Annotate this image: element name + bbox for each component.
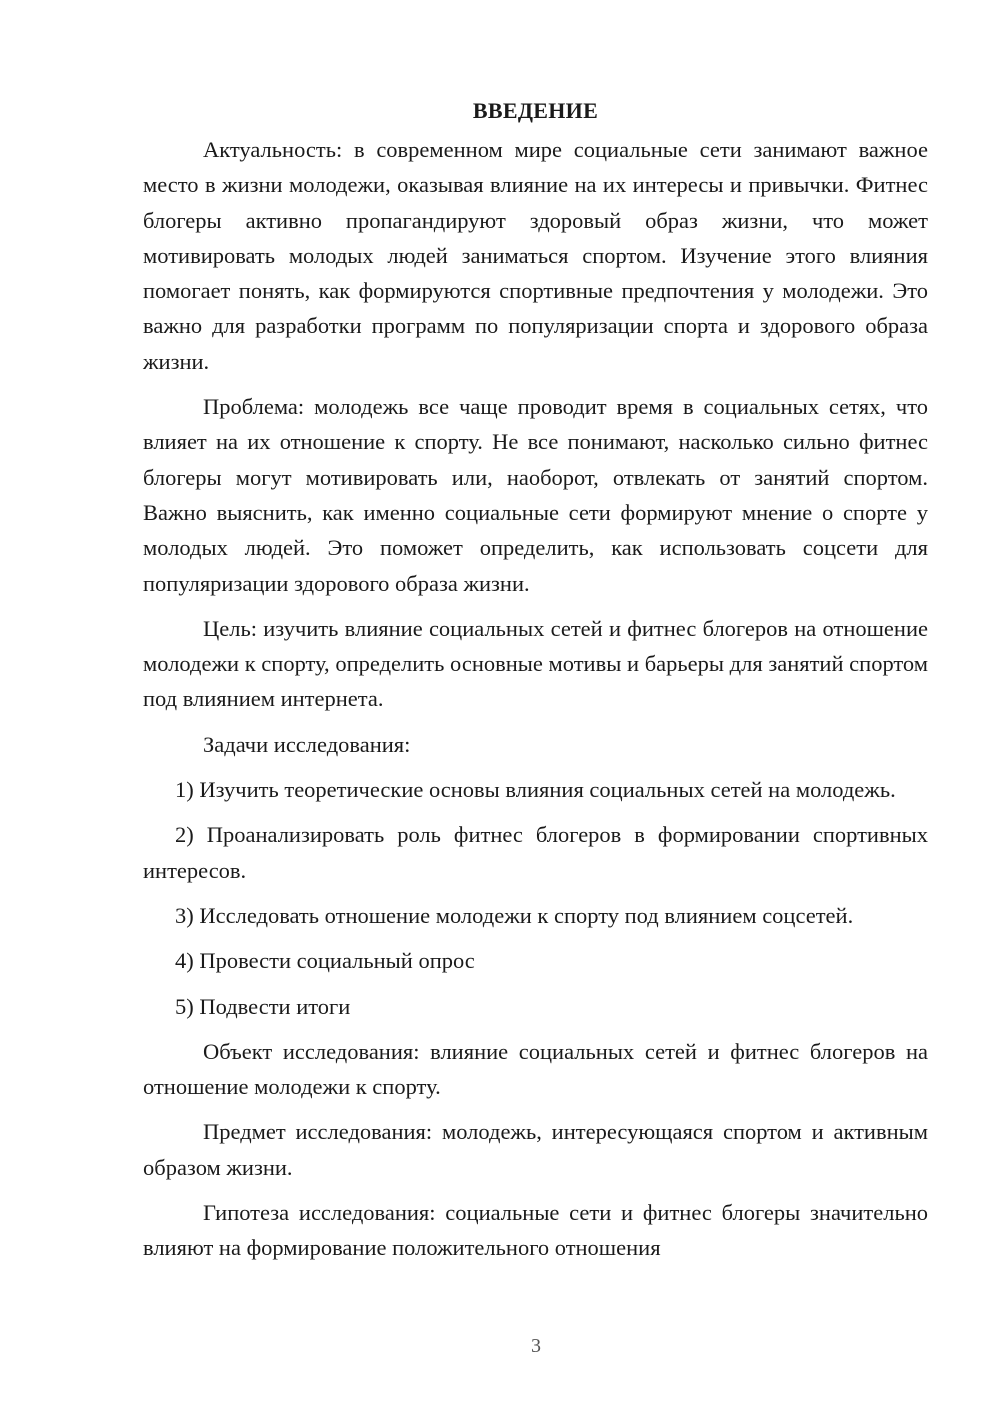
tasks-list [143, 772, 928, 1024]
paragraph-object: Объект исследования: влияние социальных сетей и фитнес блогеров на отношение молодежи к спорту. [143, 1038, 928, 1100]
paragraph-subject: Предмет исследования: молодежь, интересующаяся спортом и активным образом жизни. [143, 1119, 928, 1180]
paragraph-tasks-intro: Задачи исследования: [203, 731, 411, 757]
list-item: 4) Провести социальный опрос [175, 948, 475, 974]
paragraph-goal: Цель: изучить влияние социальных сетей и фитнес блогеров на отношение молодежи к спорту, определить основные мотивы и барьеры для занятий спортом под влиянием интернета. [143, 615, 928, 712]
paragraph-hypothesis: Гипотеза исследования: социальные сети и фитнес блогеры значительно влияют на формирование положительного отношения [143, 1200, 928, 1261]
paragraph-problem: Проблема: молодежь все чаще проводит время в социальных сетях, что влияет на их отношение к спорту. Не все понимают, насколько сильно фитнес блогеры могут мотивировать или, наоборот, отвлекать от занятий спортом. Важно выяснить, как именно социальные сети формируют мнение о спорте у молодых людей. Это поможет определить, как использовать соцсети для популяризации здорового образа жизни. [143, 394, 928, 596]
page-number: 3 [531, 1335, 541, 1357]
list-item: 5) Подвести итоги [175, 993, 351, 1019]
document-body [143, 96, 928, 1276]
section-heading: ВВЕДЕНИЕ [472, 98, 599, 123]
list-item: 2) Проанализировать роль фитнес блогеров в формировании спортивных интересов. [143, 822, 928, 883]
paragraph-relevance: Актуальность: в современном мире социальные сети занимают важное место в жизни молодежи, оказывая влияние на их интересы и привычки. Фитнес блогеры активно пропагандируют здоровый образ жизни, что может мотивировать молодых людей заниматься спортом. Изучение этого влияния помогает понять, как формируются спортивные предпочтения у молодежи. Это важно для разработки программ по популяризации спорта и здорового образа жизни. [143, 137, 928, 374]
list-item: 1) Изучить теоретические основы влияния социальных сетей на молодежь. [175, 777, 896, 803]
list-item: 3) Исследовать отношение молодежи к спорту под влиянием соцсетей. [175, 902, 854, 928]
